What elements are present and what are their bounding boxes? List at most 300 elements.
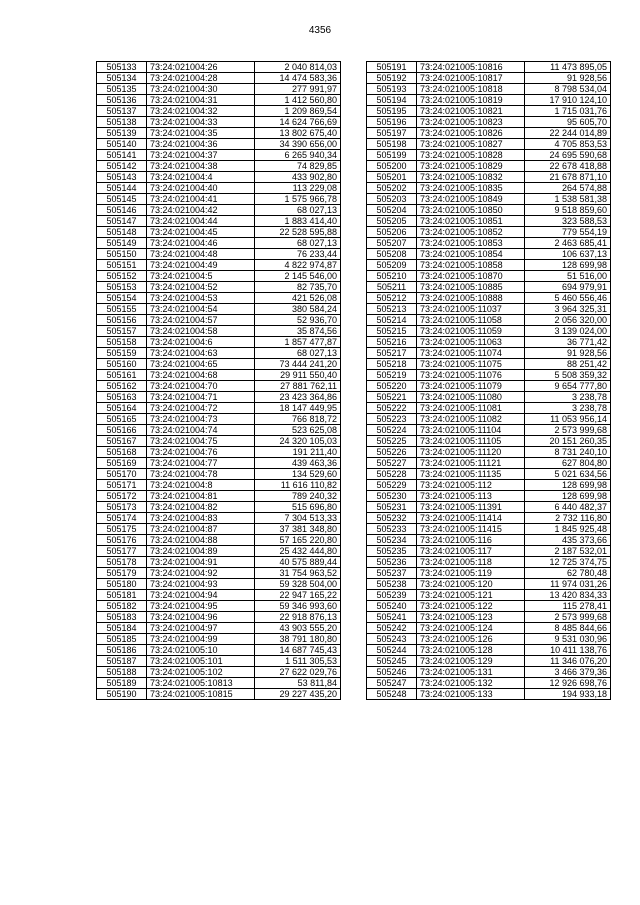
cadastral-value-cell: 7 304 513,33 — [255, 513, 341, 524]
row-number-cell: 505192 — [367, 73, 417, 84]
table-row — [367, 139, 611, 150]
cadastral-number-cell: 73:24:021004:74 — [147, 425, 255, 436]
table-row — [367, 326, 611, 337]
row-number-cell: 505224 — [367, 425, 417, 436]
row-number-cell: 505177 — [97, 546, 147, 557]
cadastral-value-cell: 3 964 325,31 — [525, 304, 611, 315]
table-row — [97, 634, 341, 645]
table-row — [367, 172, 611, 183]
row-number-cell: 505175 — [97, 524, 147, 535]
row-number-cell: 505160 — [97, 359, 147, 370]
table-row — [97, 194, 341, 205]
table-row — [367, 425, 611, 436]
row-number-cell: 505235 — [367, 546, 417, 557]
cadastral-value-cell: 68 027,13 — [255, 238, 341, 249]
table-row — [97, 546, 341, 557]
table-row — [97, 381, 341, 392]
cadastral-value-cell: 264 574,88 — [525, 183, 611, 194]
cadastral-number-cell: 73:24:021004:92 — [147, 568, 255, 579]
row-number-cell: 505151 — [97, 260, 147, 271]
cadastral-value-cell: 2 463 685,41 — [525, 238, 611, 249]
row-number-cell: 505216 — [367, 337, 417, 348]
row-number-cell: 505212 — [367, 293, 417, 304]
table-row — [97, 436, 341, 447]
cadastral-value-cell: 22 678 418,88 — [525, 161, 611, 172]
table-row — [367, 271, 611, 282]
cadastral-value-cell: 11 974 031,26 — [525, 579, 611, 590]
cadastral-number-cell: 73:24:021004:48 — [147, 249, 255, 260]
cadastral-number-cell: 73:24:021005:11121 — [417, 458, 525, 469]
cadastral-value-cell: 115 278,41 — [525, 601, 611, 612]
table-row — [367, 348, 611, 359]
cadastral-value-cell: 1 857 477,87 — [255, 337, 341, 348]
cadastral-value-cell: 36 771,42 — [525, 337, 611, 348]
row-number-cell: 505211 — [367, 282, 417, 293]
table-row — [367, 480, 611, 491]
row-number-cell: 505141 — [97, 150, 147, 161]
row-number-cell: 505153 — [97, 282, 147, 293]
cadastral-number-cell: 73:24:021004:4 — [147, 172, 255, 183]
table-row — [367, 260, 611, 271]
row-number-cell: 505154 — [97, 293, 147, 304]
cadastral-value-cell: 9 531 030,96 — [525, 634, 611, 645]
row-number-cell: 505183 — [97, 612, 147, 623]
table-row — [367, 315, 611, 326]
cadastral-value-cell: 3 466 379,36 — [525, 667, 611, 678]
row-number-cell: 505213 — [367, 304, 417, 315]
row-number-cell: 505208 — [367, 249, 417, 260]
row-number-cell: 505137 — [97, 106, 147, 117]
cadastral-value-cell: 5 021 634,56 — [525, 469, 611, 480]
cadastral-value-cell: 1 845 925,48 — [525, 524, 611, 535]
table-row — [367, 601, 611, 612]
cadastral-number-cell: 73:24:021005:126 — [417, 634, 525, 645]
cadastral-number-cell: 73:24:021005:113 — [417, 491, 525, 502]
cadastral-value-cell: 20 151 260,35 — [525, 436, 611, 447]
table-row — [97, 623, 341, 634]
table-row — [367, 216, 611, 227]
registry-table-right — [366, 61, 611, 700]
cadastral-value-cell: 1 209 869,54 — [255, 106, 341, 117]
cadastral-value-cell: 2 573 999,68 — [525, 612, 611, 623]
cadastral-number-cell: 73:24:021005:10849 — [417, 194, 525, 205]
cadastral-value-cell: 1 538 581,38 — [525, 194, 611, 205]
row-number-cell: 505157 — [97, 326, 147, 337]
table-row — [367, 678, 611, 689]
table-row — [97, 370, 341, 381]
cadastral-value-cell: 38 791 180,80 — [255, 634, 341, 645]
row-number-cell: 505225 — [367, 436, 417, 447]
cadastral-value-cell: 4 822 974,87 — [255, 260, 341, 271]
cadastral-value-cell: 4 705 853,53 — [525, 139, 611, 150]
cadastral-value-cell: 439 463,36 — [255, 458, 341, 469]
row-number-cell: 505168 — [97, 447, 147, 458]
cadastral-number-cell: 73:24:021004:54 — [147, 304, 255, 315]
cadastral-value-cell: 12 725 374,75 — [525, 557, 611, 568]
table-row — [367, 84, 611, 95]
row-number-cell: 505196 — [367, 117, 417, 128]
cadastral-value-cell: 11 053 956,14 — [525, 414, 611, 425]
table-row — [367, 150, 611, 161]
row-number-cell: 505195 — [367, 106, 417, 117]
row-number-cell: 505229 — [367, 480, 417, 491]
cadastral-number-cell: 73:24:021005:11058 — [417, 315, 525, 326]
table-row — [367, 282, 611, 293]
cadastral-number-cell: 73:24:021005:121 — [417, 590, 525, 601]
table-row — [367, 227, 611, 238]
row-number-cell: 505219 — [367, 370, 417, 381]
table-row — [97, 667, 341, 678]
row-number-cell: 505238 — [367, 579, 417, 590]
table-row — [367, 502, 611, 513]
table-row — [367, 491, 611, 502]
cadastral-number-cell: 73:24:021004:91 — [147, 557, 255, 568]
row-number-cell: 505134 — [97, 73, 147, 84]
row-number-cell: 505170 — [97, 469, 147, 480]
row-number-cell: 505148 — [97, 227, 147, 238]
table-row — [367, 436, 611, 447]
cadastral-value-cell: 34 390 656,00 — [255, 139, 341, 150]
row-number-cell: 505247 — [367, 678, 417, 689]
cadastral-number-cell: 73:24:021005:129 — [417, 656, 525, 667]
cadastral-value-cell: 1 715 031,76 — [525, 106, 611, 117]
cadastral-value-cell: 23 423 364,86 — [255, 392, 341, 403]
cadastral-value-cell: 2 732 116,80 — [525, 513, 611, 524]
row-number-cell: 505147 — [97, 216, 147, 227]
row-number-cell: 505191 — [367, 62, 417, 73]
row-number-cell: 505178 — [97, 557, 147, 568]
table-row — [97, 403, 341, 414]
cadastral-value-cell: 694 979,91 — [525, 282, 611, 293]
cadastral-number-cell: 73:24:021004:75 — [147, 436, 255, 447]
cadastral-value-cell: 24 320 105,03 — [255, 436, 341, 447]
cadastral-value-cell: 3 238,78 — [525, 392, 611, 403]
cadastral-number-cell: 73:24:021004:77 — [147, 458, 255, 469]
row-number-cell: 505239 — [367, 590, 417, 601]
row-number-cell: 505194 — [367, 95, 417, 106]
cadastral-value-cell: 25 432 444,80 — [255, 546, 341, 557]
row-number-cell: 505207 — [367, 238, 417, 249]
cadastral-number-cell: 73:24:021005:11414 — [417, 513, 525, 524]
cadastral-number-cell: 73:24:021005:11415 — [417, 524, 525, 535]
table-row — [367, 392, 611, 403]
cadastral-value-cell: 433 902,80 — [255, 172, 341, 183]
row-number-cell: 505188 — [97, 667, 147, 678]
cadastral-number-cell: 73:24:021005:128 — [417, 645, 525, 656]
row-number-cell: 505163 — [97, 392, 147, 403]
cadastral-value-cell: 68 027,13 — [255, 205, 341, 216]
cadastral-number-cell: 73:24:021004:99 — [147, 634, 255, 645]
cadastral-value-cell: 2 145 546,00 — [255, 271, 341, 282]
cadastral-number-cell: 73:24:021004:30 — [147, 84, 255, 95]
cadastral-value-cell: 17 910 124,10 — [525, 95, 611, 106]
cadastral-number-cell: 73:24:021005:11104 — [417, 425, 525, 436]
row-number-cell: 505133 — [97, 62, 147, 73]
cadastral-value-cell: 8 798 534,04 — [525, 84, 611, 95]
table-row — [97, 249, 341, 260]
cadastral-value-cell: 5 508 359,32 — [525, 370, 611, 381]
row-number-cell: 505241 — [367, 612, 417, 623]
table-row — [367, 513, 611, 524]
cadastral-number-cell: 73:24:021004:33 — [147, 117, 255, 128]
table-row — [97, 238, 341, 249]
table-row — [367, 117, 611, 128]
row-number-cell: 505206 — [367, 227, 417, 238]
cadastral-number-cell: 73:24:021005:102 — [147, 667, 255, 678]
row-number-cell: 505198 — [367, 139, 417, 150]
cadastral-number-cell: 73:24:021005:11391 — [417, 502, 525, 513]
cadastral-value-cell: 277 991,97 — [255, 84, 341, 95]
table-row — [367, 381, 611, 392]
row-number-cell: 505202 — [367, 183, 417, 194]
table-row — [97, 480, 341, 491]
row-number-cell: 505199 — [367, 150, 417, 161]
table-row — [367, 535, 611, 546]
table-row — [367, 546, 611, 557]
cadastral-number-cell: 73:24:021005:10885 — [417, 282, 525, 293]
row-number-cell: 505237 — [367, 568, 417, 579]
cadastral-value-cell: 380 584,24 — [255, 304, 341, 315]
table-row — [97, 315, 341, 326]
cadastral-value-cell: 2 040 814,03 — [255, 62, 341, 73]
cadastral-number-cell: 73:24:021004:68 — [147, 370, 255, 381]
cadastral-number-cell: 73:24:021005:10818 — [417, 84, 525, 95]
table-row — [97, 524, 341, 535]
cadastral-number-cell: 73:24:021005:116 — [417, 535, 525, 546]
cadastral-number-cell: 73:24:021004:73 — [147, 414, 255, 425]
cadastral-number-cell: 73:24:021004:53 — [147, 293, 255, 304]
cadastral-number-cell: 73:24:021005:10815 — [147, 689, 255, 700]
table-row — [367, 304, 611, 315]
row-number-cell: 505165 — [97, 414, 147, 425]
cadastral-value-cell: 40 575 889,44 — [255, 557, 341, 568]
row-number-cell: 505171 — [97, 480, 147, 491]
cadastral-number-cell: 73:24:021005:10829 — [417, 161, 525, 172]
cadastral-number-cell: 73:24:021004:41 — [147, 194, 255, 205]
cadastral-value-cell: 31 754 963,52 — [255, 568, 341, 579]
row-number-cell: 505155 — [97, 304, 147, 315]
cadastral-value-cell: 13 802 675,40 — [255, 128, 341, 139]
cadastral-value-cell: 18 147 449,95 — [255, 403, 341, 414]
cadastral-value-cell: 13 420 834,33 — [525, 590, 611, 601]
cadastral-number-cell: 73:24:021005:119 — [417, 568, 525, 579]
cadastral-value-cell: 43 903 555,20 — [255, 623, 341, 634]
table-row — [97, 84, 341, 95]
row-number-cell: 505173 — [97, 502, 147, 513]
cadastral-number-cell: 73:24:021005:133 — [417, 689, 525, 700]
table-row — [97, 73, 341, 84]
row-number-cell: 505197 — [367, 128, 417, 139]
table-row — [97, 106, 341, 117]
cadastral-value-cell: 1 883 414,40 — [255, 216, 341, 227]
cadastral-value-cell: 9 654 777,80 — [525, 381, 611, 392]
cadastral-value-cell: 14 474 583,36 — [255, 73, 341, 84]
cadastral-value-cell: 11 473 895,05 — [525, 62, 611, 73]
table-row — [367, 370, 611, 381]
table-row — [97, 161, 341, 172]
row-number-cell: 505166 — [97, 425, 147, 436]
cadastral-number-cell: 73:24:021005:10821 — [417, 106, 525, 117]
row-number-cell: 505139 — [97, 128, 147, 139]
cadastral-value-cell: 11 616 110,82 — [255, 480, 341, 491]
cadastral-number-cell: 73:24:021004:57 — [147, 315, 255, 326]
row-number-cell: 505243 — [367, 634, 417, 645]
cadastral-number-cell: 73:24:021005:10854 — [417, 249, 525, 260]
row-number-cell: 505240 — [367, 601, 417, 612]
row-number-cell: 505172 — [97, 491, 147, 502]
registry-table-left-body — [97, 62, 341, 700]
table-row — [97, 656, 341, 667]
table-row — [367, 95, 611, 106]
cadastral-number-cell: 73:24:021004:40 — [147, 183, 255, 194]
row-number-cell: 505221 — [367, 392, 417, 403]
cadastral-value-cell: 9 518 859,60 — [525, 205, 611, 216]
table-row — [97, 513, 341, 524]
cadastral-value-cell: 22 918 876,13 — [255, 612, 341, 623]
cadastral-value-cell: 8 731 240,10 — [525, 447, 611, 458]
cadastral-value-cell: 1 511 305,53 — [255, 656, 341, 667]
row-number-cell: 505233 — [367, 524, 417, 535]
cadastral-value-cell: 766 818,72 — [255, 414, 341, 425]
cadastral-number-cell: 73:24:021004:78 — [147, 469, 255, 480]
cadastral-number-cell: 73:24:021004:72 — [147, 403, 255, 414]
row-number-cell: 505169 — [97, 458, 147, 469]
table-row — [97, 557, 341, 568]
cadastral-value-cell: 11 346 076,20 — [525, 656, 611, 667]
row-number-cell: 505226 — [367, 447, 417, 458]
cadastral-value-cell: 2 056 320,00 — [525, 315, 611, 326]
cadastral-value-cell: 113 229,08 — [255, 183, 341, 194]
row-number-cell: 505164 — [97, 403, 147, 414]
cadastral-value-cell: 73 444 241,20 — [255, 359, 341, 370]
table-row — [367, 337, 611, 348]
row-number-cell: 505210 — [367, 271, 417, 282]
table-row — [97, 293, 341, 304]
cadastral-value-cell: 128 699,98 — [525, 480, 611, 491]
cadastral-number-cell: 73:24:021005:123 — [417, 612, 525, 623]
cadastral-number-cell: 73:24:021005:10858 — [417, 260, 525, 271]
cadastral-number-cell: 73:24:021005:10828 — [417, 150, 525, 161]
table-row — [97, 172, 341, 183]
cadastral-number-cell: 73:24:021005:11059 — [417, 326, 525, 337]
row-number-cell: 505161 — [97, 370, 147, 381]
cadastral-number-cell: 73:24:021005:10888 — [417, 293, 525, 304]
cadastral-number-cell: 73:24:021004:52 — [147, 282, 255, 293]
cadastral-number-cell: 73:24:021005:10816 — [417, 62, 525, 73]
cadastral-value-cell: 194 933,18 — [525, 689, 611, 700]
cadastral-number-cell: 73:24:021005:122 — [417, 601, 525, 612]
row-number-cell: 505190 — [97, 689, 147, 700]
cadastral-number-cell: 73:24:021005:11080 — [417, 392, 525, 403]
cadastral-value-cell: 6 265 940,34 — [255, 150, 341, 161]
cadastral-number-cell: 73:24:021005:131 — [417, 667, 525, 678]
table-row — [367, 73, 611, 84]
cadastral-value-cell: 51 516,00 — [525, 271, 611, 282]
table-row — [97, 205, 341, 216]
cadastral-number-cell: 73:24:021005:11074 — [417, 348, 525, 359]
cadastral-number-cell: 73:24:021004:35 — [147, 128, 255, 139]
page-number: 4356 — [308, 25, 332, 36]
cadastral-value-cell: 627 804,80 — [525, 458, 611, 469]
cadastral-value-cell: 323 588,53 — [525, 216, 611, 227]
cadastral-value-cell: 10 411 138,76 — [525, 645, 611, 656]
cadastral-number-cell: 73:24:021005:124 — [417, 623, 525, 634]
row-number-cell: 505182 — [97, 601, 147, 612]
table-row — [97, 150, 341, 161]
cadastral-number-cell: 73:24:021005:10835 — [417, 183, 525, 194]
cadastral-number-cell: 73:24:021005:118 — [417, 557, 525, 568]
cadastral-number-cell: 73:24:021004:58 — [147, 326, 255, 337]
cadastral-number-cell: 73:24:021004:97 — [147, 623, 255, 634]
row-number-cell: 505150 — [97, 249, 147, 260]
table-row — [367, 612, 611, 623]
cadastral-value-cell: 191 211,40 — [255, 447, 341, 458]
table-row — [97, 414, 341, 425]
cadastral-value-cell: 95 605,70 — [525, 117, 611, 128]
row-number-cell: 505201 — [367, 172, 417, 183]
table-row — [367, 458, 611, 469]
cadastral-number-cell: 73:24:021004:45 — [147, 227, 255, 238]
table-row — [97, 282, 341, 293]
cadastral-number-cell: 73:24:021004:71 — [147, 392, 255, 403]
cadastral-value-cell: 22 528 595,88 — [255, 227, 341, 238]
table-row — [367, 645, 611, 656]
cadastral-number-cell: 73:24:021005:11081 — [417, 403, 525, 414]
cadastral-value-cell: 59 346 993,60 — [255, 601, 341, 612]
cadastral-value-cell: 21 678 871,10 — [525, 172, 611, 183]
cadastral-number-cell: 73:24:021004:70 — [147, 381, 255, 392]
cadastral-value-cell: 22 244 014,89 — [525, 128, 611, 139]
row-number-cell: 505174 — [97, 513, 147, 524]
table-row — [97, 447, 341, 458]
cadastral-value-cell: 523 625,08 — [255, 425, 341, 436]
table-row — [367, 238, 611, 249]
cadastral-number-cell: 73:24:021005:11037 — [417, 304, 525, 315]
table-row — [97, 579, 341, 590]
cadastral-value-cell: 22 947 165,22 — [255, 590, 341, 601]
cadastral-number-cell: 73:24:021004:87 — [147, 524, 255, 535]
cadastral-value-cell: 88 251,42 — [525, 359, 611, 370]
row-number-cell: 505158 — [97, 337, 147, 348]
cadastral-number-cell: 73:24:021005:101 — [147, 656, 255, 667]
row-number-cell: 505209 — [367, 260, 417, 271]
table-row — [367, 161, 611, 172]
cadastral-number-cell: 73:24:021005:11075 — [417, 359, 525, 370]
row-number-cell: 505152 — [97, 271, 147, 282]
registry-table-right-body — [367, 62, 611, 700]
table-row — [97, 689, 341, 700]
cadastral-number-cell: 73:24:021004:5 — [147, 271, 255, 282]
row-number-cell: 505200 — [367, 161, 417, 172]
cadastral-number-cell: 73:24:021004:76 — [147, 447, 255, 458]
row-number-cell: 505140 — [97, 139, 147, 150]
table-row — [97, 425, 341, 436]
row-number-cell: 505136 — [97, 95, 147, 106]
row-number-cell: 505242 — [367, 623, 417, 634]
table-row — [97, 128, 341, 139]
cadastral-number-cell: 73:24:021004:94 — [147, 590, 255, 601]
cadastral-number-cell: 73:24:021004:6 — [147, 337, 255, 348]
table-row — [367, 183, 611, 194]
cadastral-number-cell: 73:24:021005:10817 — [417, 73, 525, 84]
cadastral-value-cell: 53 811,84 — [255, 678, 341, 689]
row-number-cell: 505244 — [367, 645, 417, 656]
cadastral-number-cell: 73:24:021004:26 — [147, 62, 255, 73]
row-number-cell: 505143 — [97, 172, 147, 183]
cadastral-number-cell: 73:24:021004:46 — [147, 238, 255, 249]
cadastral-number-cell: 73:24:021004:32 — [147, 106, 255, 117]
cadastral-value-cell: 2 573 999,68 — [525, 425, 611, 436]
